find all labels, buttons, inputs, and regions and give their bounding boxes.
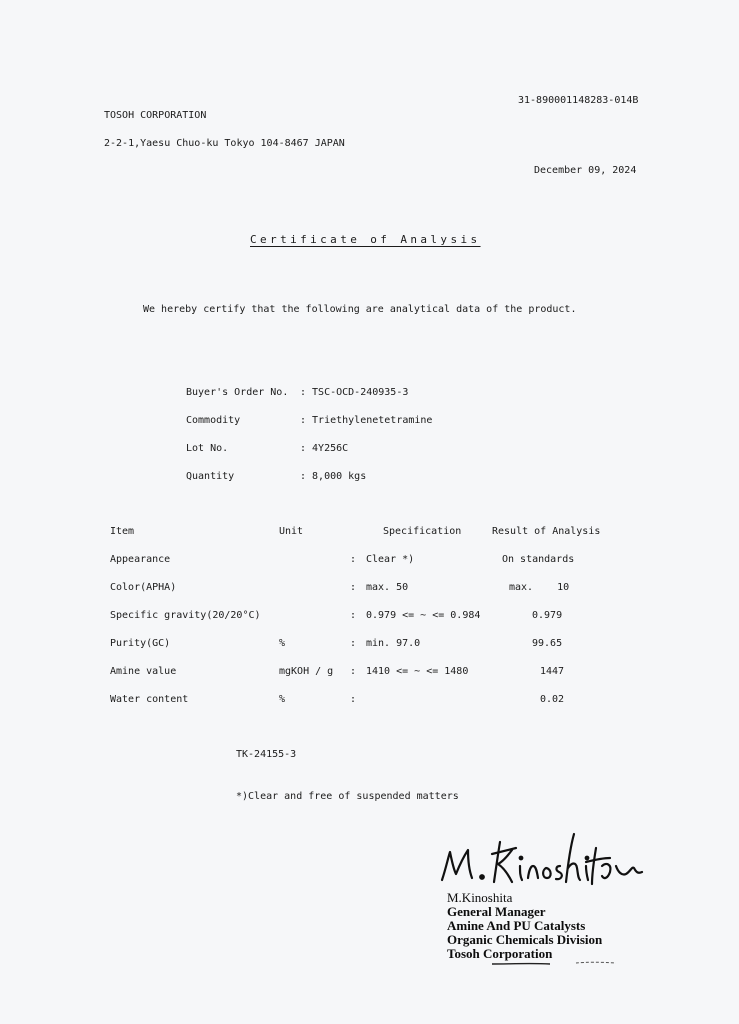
company-address: 2-2-1,Yaesu Chuo-ku Tokyo 104-8467 JAPAN <box>104 138 345 149</box>
signatory-name: M.Kinoshita <box>447 890 513 905</box>
row-unit: mgKOH / g <box>279 666 334 677</box>
handwritten-signature <box>436 828 656 890</box>
company-name: TOSOH CORPORATION <box>104 110 207 121</box>
row-item: Amine value <box>110 666 177 677</box>
row-item: Appearance <box>110 554 171 565</box>
document-number: 31-890001148283-014B <box>518 95 639 106</box>
row-unit: % <box>279 638 286 649</box>
order-value: : TSC-OCD-240935-3 <box>300 387 409 398</box>
header-unit: Unit <box>279 526 304 537</box>
row-result: 99.65 <box>532 638 563 649</box>
footnote: *)Clear and free of suspended matters <box>236 791 459 802</box>
row-result: 0.979 <box>532 610 563 621</box>
signatory-title: General Manager <box>447 904 546 919</box>
row-colon: : <box>350 666 357 677</box>
row-colon: : <box>350 638 357 649</box>
signatory-company: Tosoh Corporation <box>447 946 553 961</box>
lot-value: : 4Y256C <box>300 443 349 454</box>
row-colon: : <box>350 610 357 621</box>
row-result: max. 10 <box>509 582 570 593</box>
reference-number: TK-24155-3 <box>236 749 297 760</box>
row-unit: % <box>279 694 286 705</box>
row-item: Water content <box>110 694 189 705</box>
row-item: Color(APHA) <box>110 582 177 593</box>
row-colon: : <box>350 554 357 565</box>
quantity-value: : 8,000 kgs <box>300 471 367 482</box>
header-result: Result of Analysis <box>492 526 601 537</box>
header-specification: Specification <box>383 526 462 537</box>
row-spec: 1410 <= ~ <= 1480 <box>366 666 469 677</box>
commodity-label: Commodity <box>186 415 241 426</box>
row-item: Purity(GC) <box>110 638 171 649</box>
row-spec: min. 97.0 <box>366 638 421 649</box>
row-spec: Clear *) <box>366 554 415 565</box>
row-result: 0.02 <box>540 694 565 705</box>
row-colon: : <box>350 694 357 705</box>
signature-block <box>447 891 602 961</box>
commodity-value: : Triethylenetetramine <box>300 415 433 426</box>
intro-statement: We hereby certify that the following are analytical data of the product. <box>143 304 577 315</box>
signatory-division: Organic Chemicals Division <box>447 932 603 947</box>
quantity-label: Quantity <box>186 471 235 482</box>
lot-label: Lot No. <box>186 443 229 454</box>
row-colon: : <box>350 582 357 593</box>
order-label: Buyer's Order No. <box>186 387 289 398</box>
row-spec: max. 50 <box>366 582 409 593</box>
header-item: Item <box>110 526 135 537</box>
signatory-department: Amine And PU Catalysts <box>447 918 586 933</box>
document-date: December 09, 2024 <box>534 165 637 176</box>
page-title: Certificate of Analysis <box>250 233 481 246</box>
row-spec: 0.979 <= ~ <= 0.984 <box>366 610 481 621</box>
row-item: Specific gravity(20/20°C) <box>110 610 261 621</box>
signature-underline <box>490 958 620 968</box>
row-result: On standards <box>502 554 575 565</box>
row-result: 1447 <box>540 666 565 677</box>
